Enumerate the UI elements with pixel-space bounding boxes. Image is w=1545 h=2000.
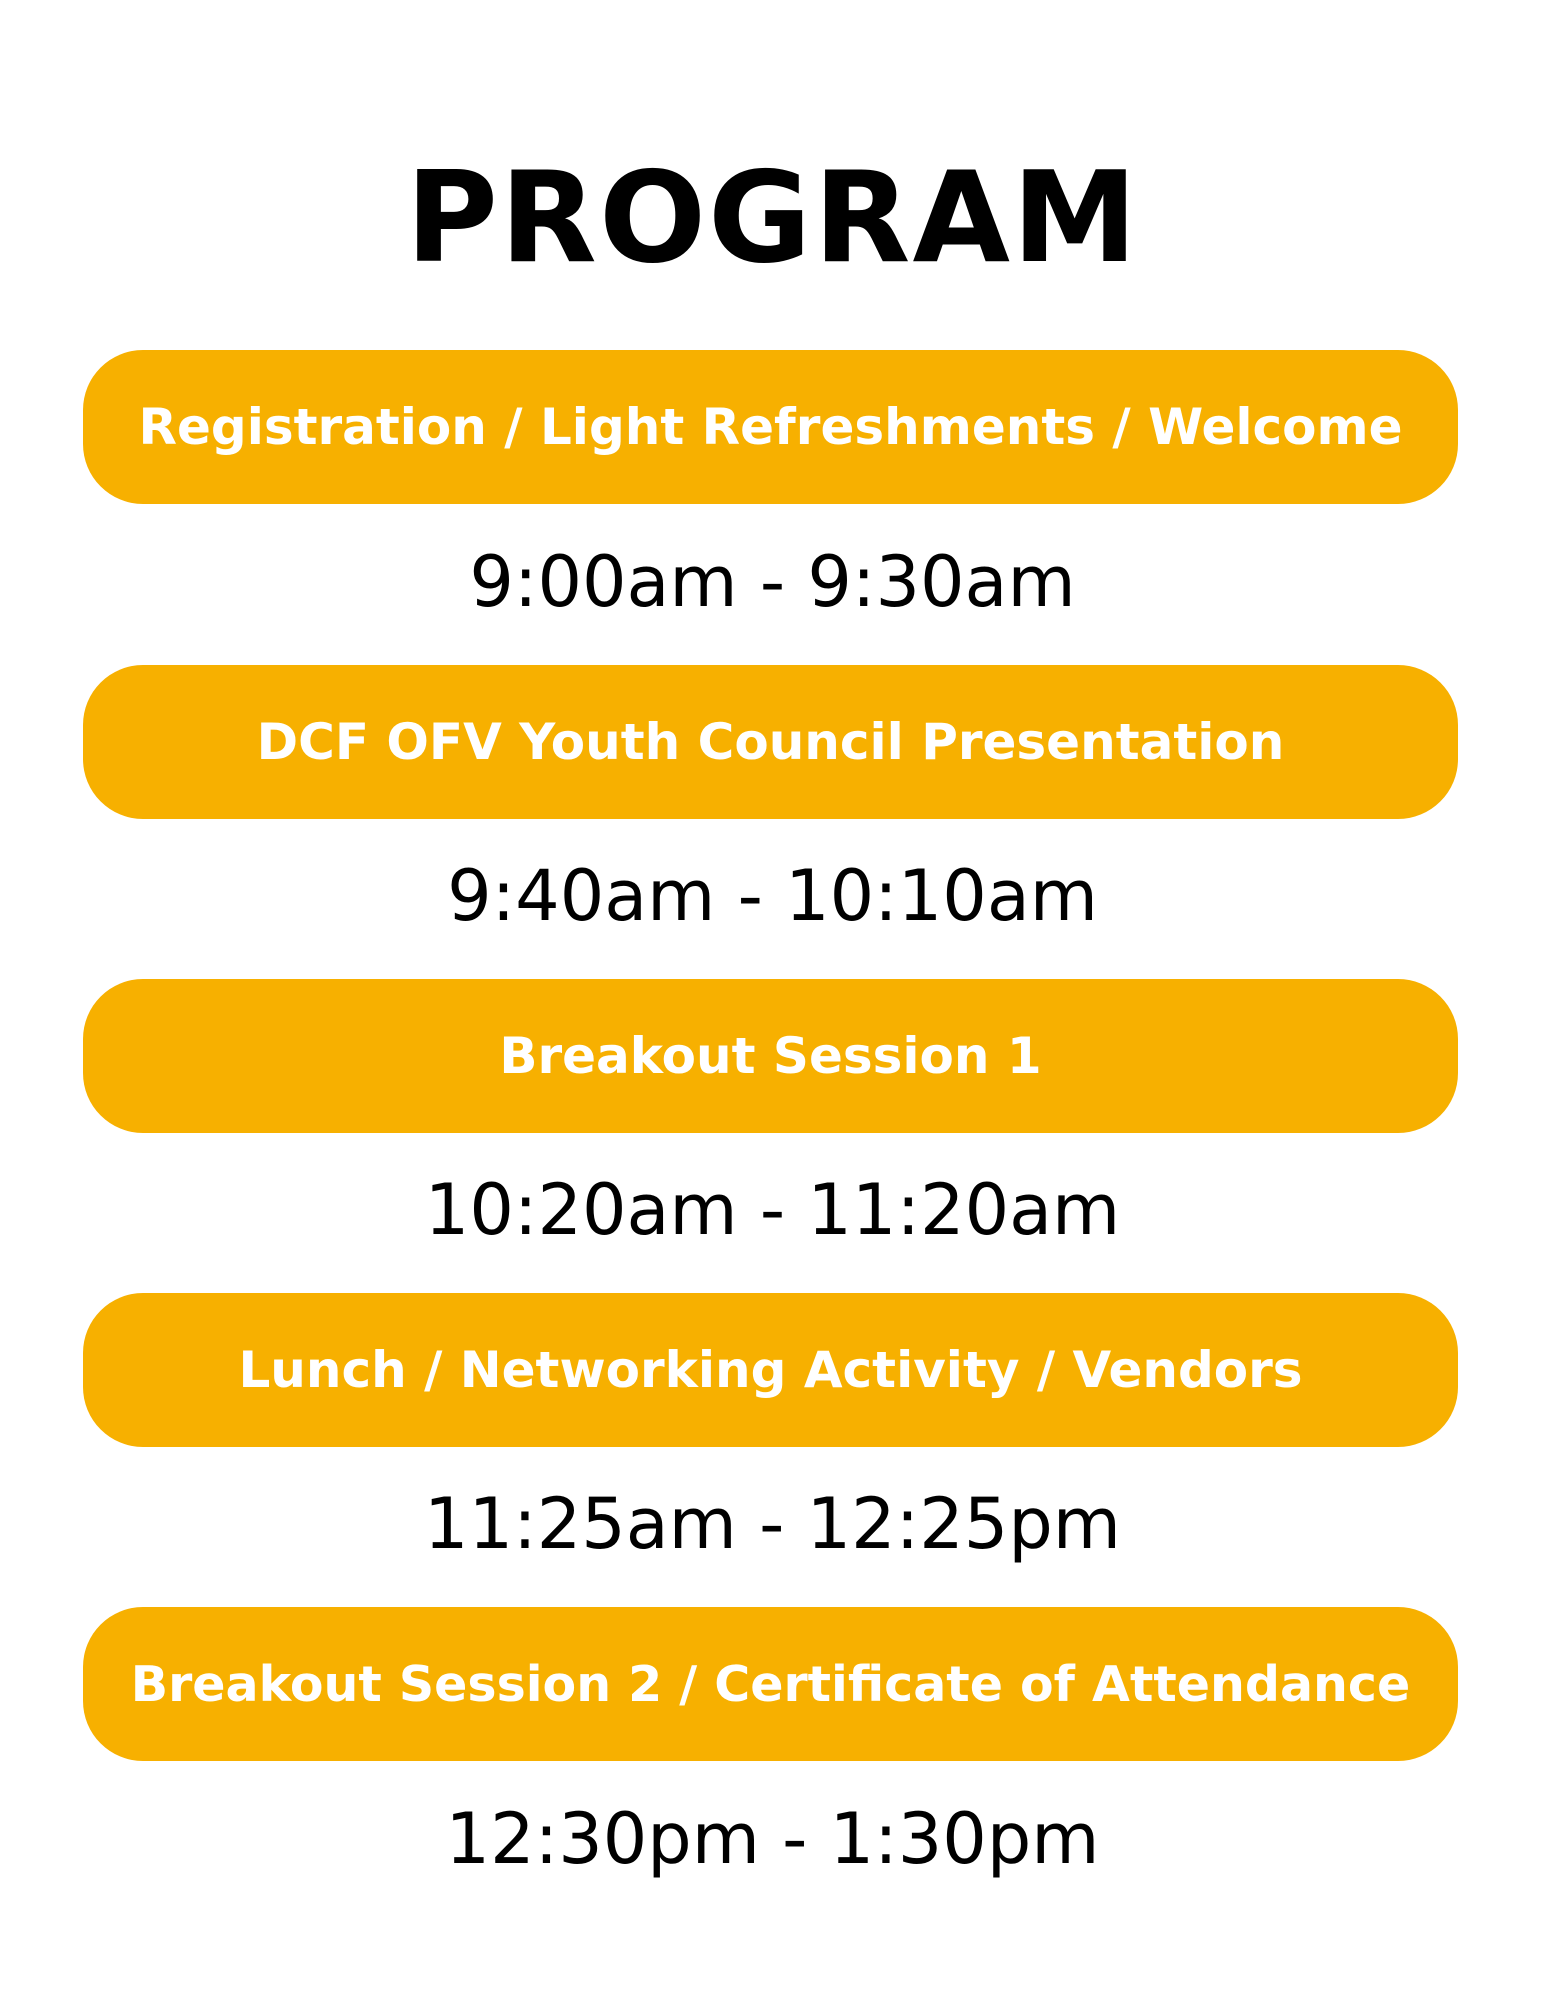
page-title: PROGRAM xyxy=(405,144,1140,291)
session-time: 9:00am - 9:30am xyxy=(469,541,1076,623)
session-label: Lunch / Networking Activity / Vendors xyxy=(238,1341,1303,1399)
session-label: DCF OFV Youth Council Presentation xyxy=(256,713,1285,771)
session-lunch xyxy=(83,1293,1458,1447)
session-time: 12:30pm - 1:30pm xyxy=(445,1798,1100,1880)
session-label: Breakout Session 1 xyxy=(499,1027,1042,1085)
session-time: 9:40am - 10:10am xyxy=(447,855,1098,937)
session-breakout-1 xyxy=(83,979,1458,1133)
session-label: Registration / Light Refreshments / Welcome xyxy=(138,398,1403,456)
session-label: Breakout Session 2 / Certificate of Attendance xyxy=(130,1655,1411,1713)
session-time: 10:20am - 11:20am xyxy=(424,1169,1121,1251)
session-time: 11:25am - 12:25pm xyxy=(424,1483,1121,1565)
session-breakout-2 xyxy=(83,1607,1458,1761)
session-youth-council xyxy=(83,665,1458,819)
session-registration xyxy=(83,350,1458,504)
